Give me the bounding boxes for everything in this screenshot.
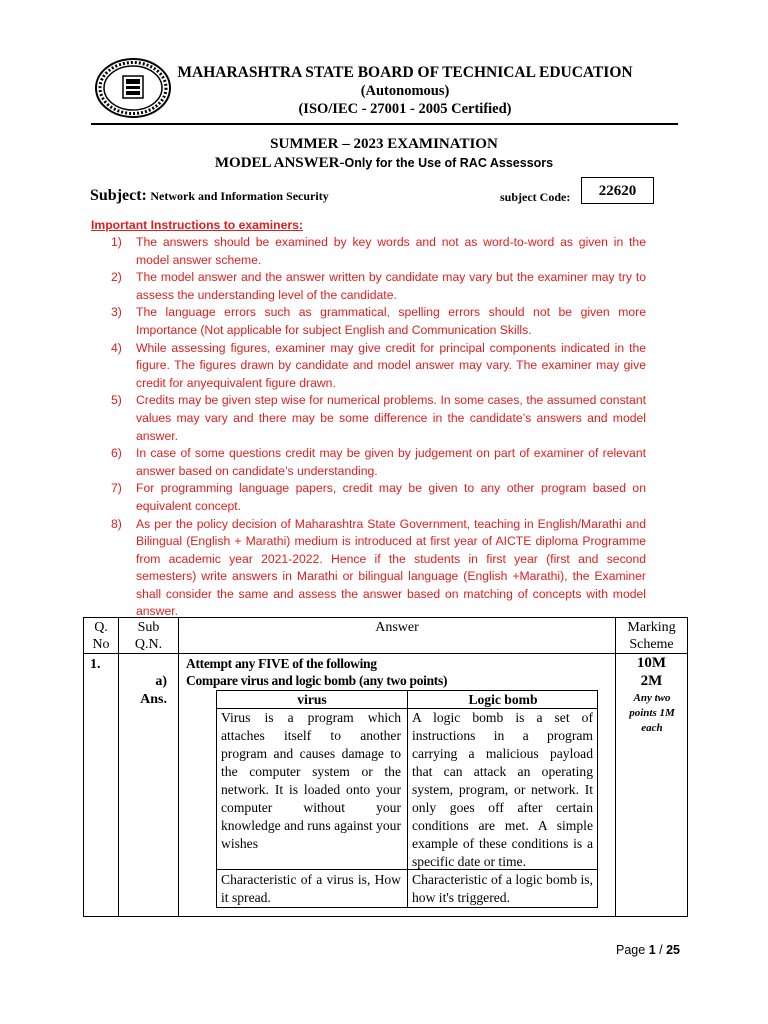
col-header-answer: Answer bbox=[375, 620, 419, 635]
table-border-top bbox=[83, 617, 688, 618]
instruction-number: 1) bbox=[111, 235, 122, 249]
instruction-text: While assessing figures, examiner may give credit for principal components indicated in the figure. The figures drawn by candidate and model answer may vary. The examiner may give credit for anyequivalent figure drawn. bbox=[136, 340, 646, 390]
instruction-item bbox=[108, 480, 646, 515]
comparison-virus-definition: Virus is a program which attaches itself to another program and causes damage to the computer system or the network. It is loaded onto your computer without your knowledge and runs against your wishes bbox=[221, 710, 401, 851]
comparison-head-logic-bomb: Logic bomb bbox=[468, 692, 538, 707]
table-divider bbox=[118, 617, 119, 917]
table-header-divider bbox=[83, 653, 688, 654]
col-header-subq bbox=[119, 619, 178, 653]
exam-session: SUMMER – 2023 EXAMINATION bbox=[270, 136, 498, 152]
instruction-item bbox=[108, 304, 646, 339]
org-autonomous: (Autonomous) bbox=[360, 83, 450, 99]
comparison-logic-bomb-characteristic: Characteristic of a logic bomb is, how it's triggered. bbox=[412, 872, 593, 905]
col-header-subq-line2: Q.N. bbox=[134, 637, 163, 652]
page-total: 25 bbox=[666, 943, 680, 957]
page-indicator bbox=[616, 943, 680, 957]
instruction-text: The model answer and the answer written by candidate may vary but the examiner may try to assess the understanding level of the candidate. bbox=[136, 270, 646, 302]
instruction-item bbox=[108, 392, 646, 445]
page-separator: / bbox=[659, 943, 663, 957]
msbte-logo bbox=[94, 57, 172, 119]
instruction-text: As per the policy decision of Maharashtra State Government, teaching in English/Marathi and Bilingual (English + Marathi) medium is introduced at first year of AICTE diploma Programme from academic year 2021-2022. Hence if the students in first year (first and second semesters) write answers in Marathi or bilingual language (English +Marathi), the Examiner shall consider the same and assess the answer based on matching of concepts with model answer. bbox=[136, 516, 646, 619]
instruction-text: In case of some questions credit may be given by judgement on part of examiner of relevant answer based on candidate’s understanding. bbox=[136, 446, 646, 478]
instruction-number: 3) bbox=[111, 305, 122, 320]
instructions-list bbox=[108, 234, 646, 621]
sub-question-label: a) bbox=[155, 674, 167, 689]
instruction-text: The answers should be examined by key words and not as word-to-word as given in the model answer scheme. bbox=[136, 235, 646, 267]
col-header-marking bbox=[616, 619, 687, 653]
table-divider bbox=[178, 617, 179, 917]
page-current: 1 bbox=[648, 943, 656, 957]
instruction-item bbox=[108, 234, 646, 269]
marks-question: 2M bbox=[640, 673, 663, 689]
org-certification: (ISO/IEC - 27001 - 2005 Certified) bbox=[298, 101, 512, 117]
table-border-right bbox=[687, 617, 688, 917]
instruction-number: 2) bbox=[111, 270, 122, 285]
subject-name: Network and Information Security bbox=[150, 189, 329, 203]
col-header-marking-line2: Scheme bbox=[629, 637, 674, 652]
instruction-item bbox=[108, 340, 646, 393]
question-number: 1. bbox=[90, 657, 101, 672]
instruction-number: 4) bbox=[111, 340, 122, 355]
col-header-subq-line1: Sub bbox=[137, 620, 160, 635]
subject-line bbox=[90, 187, 329, 205]
instruction-text: Credits may be given step wise for numerical problems. In some cases, the assumed constant values may vary and there may be some difference in the candidate’s answers and model answer. bbox=[136, 393, 646, 443]
col-header-qno bbox=[84, 619, 118, 653]
instruction-number: 5) bbox=[111, 393, 122, 408]
header-divider bbox=[91, 123, 678, 125]
instructions-heading: Important Instructions to examiners: bbox=[91, 218, 303, 232]
marks-total: 10M bbox=[636, 655, 667, 671]
comparison-head-virus: virus bbox=[297, 692, 327, 707]
model-answer-label: MODEL ANSWER- bbox=[214, 155, 345, 171]
instruction-item bbox=[108, 269, 646, 304]
instruction-text: For programming language papers, credit may be given to any other program based on equivalent concept. bbox=[136, 481, 646, 513]
subject-code-box: 22620 bbox=[581, 177, 654, 204]
instruction-item bbox=[108, 516, 646, 622]
col-header-marking-line1: Marking bbox=[627, 620, 676, 635]
attempt-instruction: Attempt any FIVE of the following bbox=[186, 656, 377, 671]
instruction-number: 8) bbox=[111, 516, 122, 531]
model-answer-note: Only for the Use of RAC Assessors bbox=[344, 156, 554, 170]
comparison-logic-bomb-definition: A logic bomb is a set of instructions in a program carrying a malicious payload that can attack an operating system, program, or network. It only goes off after certain conditions are met. A simple example of these conditions is a specific date or time. bbox=[412, 710, 593, 869]
answer-label: Ans. bbox=[140, 692, 167, 707]
col-header-qno-line1: Q. bbox=[94, 620, 108, 635]
subject-label: Subject: bbox=[90, 187, 147, 204]
instruction-number: 7) bbox=[111, 481, 122, 496]
comparison-virus-characteristic: Characteristic of a virus is, How it spread. bbox=[221, 872, 401, 905]
table-border-bottom bbox=[83, 916, 688, 917]
model-answer-title bbox=[90, 155, 678, 172]
instruction-number: 6) bbox=[111, 446, 122, 461]
col-header-qno-line2: No bbox=[92, 637, 110, 652]
question-text: Compare virus and logic bomb (any two points) bbox=[186, 673, 448, 688]
instruction-item bbox=[108, 445, 646, 480]
org-title: MAHARASHTRA STATE BOARD OF TECHNICAL EDUCATION bbox=[177, 64, 633, 81]
page-label: Page bbox=[616, 943, 646, 957]
subject-code-label: subject Code: bbox=[500, 190, 571, 204]
comparison-divider bbox=[407, 691, 408, 907]
marks-note: Any two points 1M each bbox=[629, 692, 675, 734]
instruction-text: The language errors such as grammatical, spelling errors should not be given more Importance (Not applicable for subject English and Communication Skills. bbox=[136, 305, 646, 337]
